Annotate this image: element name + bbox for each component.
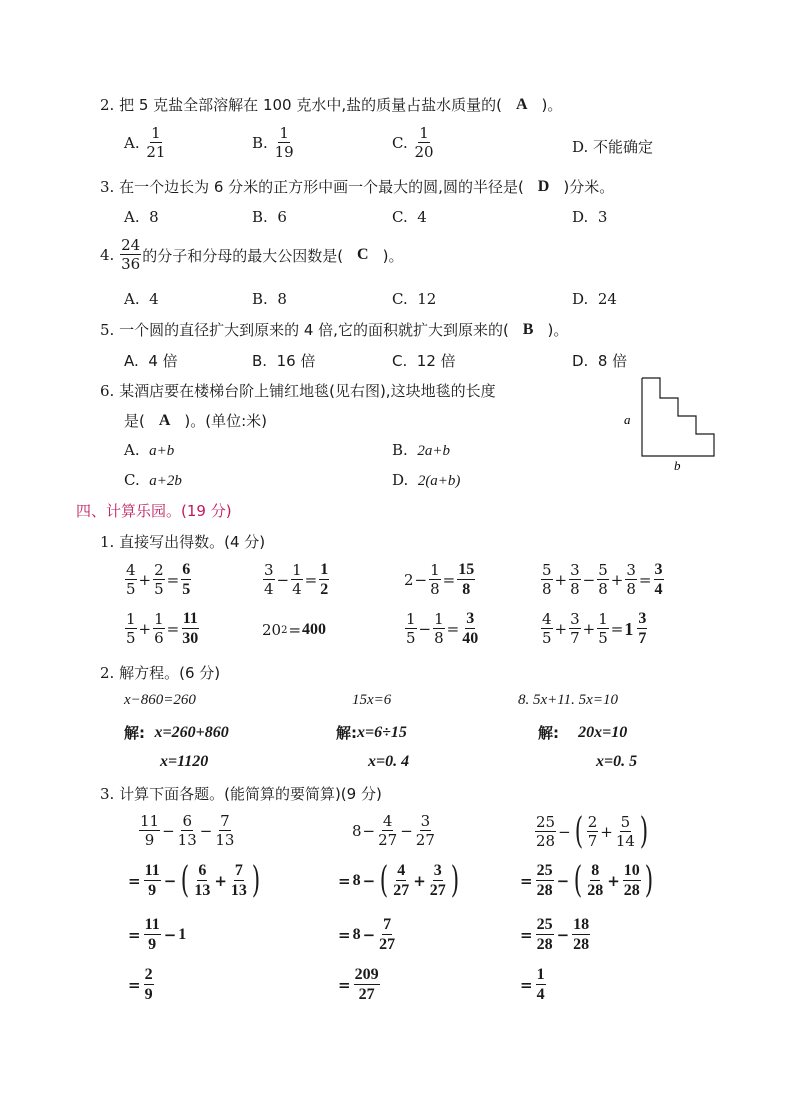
numerator: 6 (182, 812, 192, 830)
section-title: 四、计算乐园。(19 分) (76, 502, 232, 520)
option-text: 4 (149, 290, 159, 308)
denominator: 4 (292, 580, 302, 598)
numerator: 4 (397, 862, 406, 879)
question-number: 3. (100, 177, 115, 196)
expression-step: = $\frac{25}{28}$ − $\frac{18}{28}$ (520, 916, 590, 953)
numerator: 1 (406, 610, 416, 628)
operand: 8 (352, 822, 362, 840)
calc-item: $\frac{3}{4}$ − $\frac{1}{4}$ = $\frac{1}{2}$ (264, 561, 329, 598)
question-text-end: )。 (382, 246, 404, 265)
question-text-end: )。 (547, 321, 569, 339)
part-3-title (100, 783, 382, 804)
denominator: 27 (378, 831, 398, 849)
option-text: 12 (417, 290, 437, 308)
numerator: 1 (434, 610, 444, 628)
fraction (144, 863, 161, 899)
fraction (153, 563, 165, 597)
option-b (252, 126, 296, 160)
solution-step (124, 722, 229, 743)
equation: x−860=260 (124, 692, 196, 708)
part-number: 3. (100, 784, 115, 803)
right-paren: ) (644, 860, 654, 901)
answer-fraction (319, 562, 329, 598)
option-text: a+b (149, 443, 175, 459)
option-b (252, 350, 315, 371)
denominator: 40 (462, 630, 479, 647)
denominator: 4 (536, 986, 545, 1003)
question-text-end: )。(单位:米) (184, 412, 268, 430)
numerator: 25 (536, 916, 553, 933)
part-title: 解方程。(6 分) (119, 664, 221, 682)
numerator: 7 (220, 812, 230, 830)
label-b: b (674, 458, 681, 473)
numerator: 1 (320, 561, 329, 578)
question-text: 的分子和分母的最大公因数是( (142, 246, 344, 265)
option-a (124, 208, 159, 226)
option-a (124, 290, 159, 308)
fraction (587, 815, 599, 849)
solution-text: 20x=10 (578, 723, 628, 741)
question-number: 4. (100, 246, 115, 264)
fraction (615, 815, 636, 849)
answer: C (357, 246, 369, 263)
fraction (429, 563, 441, 597)
fraction (625, 563, 637, 597)
answer-fraction (181, 562, 191, 598)
numerator: 4 (126, 561, 136, 579)
denominator: 4 (654, 581, 663, 598)
denominator: 21 (146, 143, 166, 161)
fraction (214, 814, 235, 848)
numerator: 1 (430, 561, 440, 579)
option-label: D. (572, 208, 589, 226)
denominator: 28 (587, 882, 604, 899)
question-text: 把 5 克盐全部溶解在 100 克水中,盐的质量占盐水质量的( (119, 96, 502, 114)
denominator: 5 (406, 629, 416, 647)
option-b (392, 441, 450, 460)
right-paren: ) (251, 860, 261, 901)
denominator: 27 (379, 936, 396, 953)
question-number: 2. (100, 95, 115, 114)
numerator: 3 (466, 610, 475, 627)
solution-result: x=1120 (160, 753, 209, 770)
option-label: D. (572, 290, 589, 308)
answer: D (537, 177, 550, 195)
denominator: 36 (121, 255, 141, 273)
option-text: 8 (277, 290, 287, 308)
answer-whole: 1 (624, 618, 634, 639)
denominator: 5 (598, 629, 608, 647)
option-label: D. (572, 137, 589, 156)
fraction (377, 814, 398, 848)
denominator: 28 (573, 936, 590, 953)
option-d (392, 471, 460, 490)
question-text: 某酒店要在楼梯台阶上铺红地毯(见右图),这块地毯的长度 (119, 382, 496, 400)
fraction (623, 863, 641, 899)
calc-item: $\frac{1}{5}$ − $\frac{1}{8}$ = $\frac{3}{40}$ (406, 610, 479, 647)
denominator: 5 (154, 580, 164, 598)
denominator: 13 (194, 882, 211, 899)
option-c (392, 350, 456, 371)
option-label: C. (392, 290, 408, 308)
answer-fraction (144, 967, 154, 1003)
fraction (541, 563, 553, 597)
fraction (378, 917, 396, 953)
operand: 8 (352, 926, 361, 943)
denominator: 13 (230, 882, 247, 899)
numerator: 5 (620, 813, 631, 831)
solution-step (538, 722, 627, 743)
solution-result: x=0. 4 (368, 753, 410, 770)
left-paren: ( (379, 860, 389, 901)
fraction (597, 612, 609, 646)
fraction (392, 863, 410, 899)
answer-fraction (181, 611, 199, 647)
solution-text: x=6÷15 (357, 723, 407, 741)
answer: B (522, 320, 534, 338)
denominator: 5 (542, 629, 552, 647)
staircase-figure (618, 372, 728, 476)
right-paren: ) (450, 860, 460, 901)
denominator: 9 (148, 936, 157, 953)
calc-item: $\frac{5}{8}$ + $\frac{3}{8}$ − $\frac{5}{8}$ + $\frac{3}{8}$ = $\frac{3}{4}$ (542, 561, 663, 598)
answer: A (158, 411, 171, 429)
expression-step: = 8 − ( $\frac{4}{27}$ + $\frac{3}{27}$ ) (338, 860, 460, 901)
numerator: 11 (140, 812, 160, 830)
denominator: 28 (623, 882, 640, 899)
option-text: 24 (597, 290, 617, 308)
numerator: 10 (623, 862, 640, 879)
answer-fraction (457, 562, 475, 598)
numerator: 1 (292, 561, 302, 579)
left-paren: ( (574, 811, 583, 852)
numerator: 11 (144, 916, 160, 933)
denominator: 13 (215, 831, 235, 849)
answer: 400 (302, 621, 327, 638)
denominator: 13 (177, 831, 197, 849)
fraction (405, 612, 417, 646)
numerator: 7 (383, 916, 392, 933)
denominator: 28 (536, 936, 553, 953)
option-c (124, 471, 182, 490)
question-text: 一个圆的直径扩大到原来的 4 倍,它的面积就扩大到原来的( (119, 321, 509, 339)
fraction (536, 917, 554, 953)
numerator: 3 (654, 561, 663, 578)
solution-result: x=0. 5 (596, 753, 638, 770)
denominator: 9 (144, 986, 153, 1003)
option-d (572, 136, 653, 157)
fraction (120, 238, 141, 272)
option-label: C. (392, 352, 408, 370)
option-text: 3 (597, 208, 608, 226)
question-4 (100, 238, 403, 272)
option-a (124, 126, 167, 160)
option-label: A. (124, 134, 140, 152)
fraction (535, 815, 556, 849)
numerator: 3 (264, 561, 274, 579)
option-b (252, 208, 287, 226)
numerator: 18 (573, 916, 590, 933)
fraction (536, 863, 554, 899)
option-text: 4 倍 (148, 352, 178, 370)
solution-label: 解: (538, 724, 559, 742)
expression-result: = $\frac{2}{9}$ (128, 966, 153, 1003)
denominator: 28 (536, 832, 556, 850)
fraction (429, 863, 447, 899)
answer-fraction (536, 967, 546, 1003)
answer-fraction (637, 611, 647, 647)
option-label: D. (572, 352, 589, 370)
equation: 15x=6 (352, 692, 392, 708)
denominator: 8 (542, 580, 552, 598)
numerator: 6 (198, 862, 207, 879)
option-c (392, 208, 427, 226)
option-label: B. (252, 134, 268, 152)
fraction (433, 612, 445, 646)
numerator: 3 (420, 812, 431, 830)
denominator: 5 (182, 581, 191, 598)
numerator: 6 (182, 561, 191, 578)
calc-item: 20 2 = 400 (262, 621, 327, 639)
question-5 (100, 319, 568, 340)
fraction (569, 612, 581, 646)
numerator: 1 (598, 610, 608, 628)
numerator: 1 (126, 610, 136, 628)
answer-fraction (461, 611, 479, 647)
part-title: 直接写出得数。(4 分) (119, 533, 266, 551)
denominator: 2 (320, 581, 329, 598)
calc-item: $\frac{4}{5}$ + $\frac{2}{5}$ = $\frac{6}{5}$ (126, 561, 191, 598)
numerator: 3 (570, 610, 580, 628)
expression-step: = $\frac{11}{9}$ − ( $\frac{6}{13}$ + $\frac{7}{13}$ ) (128, 860, 261, 901)
denominator: 20 (414, 143, 434, 161)
question-text: 是( (124, 412, 145, 430)
option-text: 8 倍 (597, 352, 628, 370)
denominator: 27 (429, 882, 446, 899)
numerator: 3 (626, 561, 636, 579)
numerator: 8 (591, 862, 600, 879)
fraction (230, 863, 248, 899)
numerator: 2 (587, 813, 598, 831)
denominator: 27 (415, 831, 435, 849)
fraction (177, 814, 198, 848)
operand: 1 (178, 926, 187, 943)
numerator: 4 (382, 812, 393, 830)
fraction (572, 917, 590, 953)
numerator: 2 (154, 561, 164, 579)
question-text: 在一个边长为 6 分米的正方形中画一个最大的圆,圆的半径是( (119, 178, 524, 196)
operand: 2 (404, 571, 414, 589)
exponent: 2 (281, 624, 288, 636)
expression-step: = 8 − $\frac{7}{27}$ (338, 916, 396, 953)
denominator: 8 (626, 580, 636, 598)
label-a: a (624, 412, 631, 427)
solution-text: x=260+860 (154, 723, 229, 741)
option-text: 4 (417, 208, 427, 226)
option-c (392, 126, 436, 160)
left-paren: ( (573, 860, 583, 901)
option-text: 2a+b (417, 443, 450, 459)
part-number: 2. (100, 663, 115, 682)
question-number: 6. (100, 381, 115, 400)
fraction (274, 126, 295, 160)
denominator: 28 (536, 882, 553, 899)
question-text-end: )分米。 (563, 178, 615, 196)
question-text-end: )。 (541, 96, 563, 114)
option-label: B. (252, 352, 268, 370)
numerator: 1 (279, 124, 289, 142)
solution-label: 解: (124, 724, 145, 742)
part-number: 1. (100, 532, 115, 551)
calc-item: $\frac{1}{5}$ + $\frac{1}{6}$ = $\frac{11}{30}$ (126, 610, 199, 647)
option-d (572, 290, 617, 308)
option-a (124, 350, 178, 371)
option-label: C. (392, 208, 408, 226)
numerator: 1 (536, 966, 545, 983)
operand: 8 (352, 872, 361, 889)
left-paren: ( (181, 860, 190, 901)
option-label: C. (124, 471, 140, 489)
option-label: B. (392, 441, 408, 459)
question-number: 5. (100, 320, 115, 339)
numerator: 3 (638, 610, 647, 627)
numerator: 25 (536, 862, 553, 879)
option-label: A. (124, 208, 140, 226)
fraction (125, 563, 137, 597)
option-text: 12 倍 (416, 352, 456, 370)
fraction (193, 863, 211, 899)
option-label: D. (392, 471, 409, 489)
question-2 (100, 94, 562, 115)
fraction (541, 612, 553, 646)
expression: 8 − $\frac{4}{27}$ − $\frac{3}{27}$ (352, 812, 435, 849)
answer: A (515, 95, 528, 113)
denominator: 14 (615, 832, 635, 850)
numerator: 209 (354, 966, 379, 983)
fraction (291, 563, 303, 597)
calc-item: 2 − $\frac{1}{8}$ = $\frac{15}{8}$ (404, 561, 475, 598)
denominator: 5 (126, 580, 136, 598)
option-d (572, 350, 627, 371)
numerator: 2 (144, 966, 153, 983)
expression-step: = $\frac{11}{9}$ − 1 (128, 916, 187, 953)
part-title: 计算下面各题。(能简算的要简算)(9 分) (119, 785, 382, 803)
fraction (415, 814, 436, 848)
option-label: B. (252, 208, 268, 226)
answer-fraction (654, 562, 664, 598)
option-label: B. (252, 290, 268, 308)
fraction (125, 612, 137, 646)
base: 20 (262, 621, 282, 639)
numerator: 3 (433, 862, 442, 879)
denominator: 6 (154, 629, 164, 647)
question-6 (100, 380, 496, 401)
solution-label: 解: (336, 724, 357, 742)
denominator: 27 (393, 882, 410, 899)
denominator: 19 (274, 143, 294, 161)
question-3 (100, 176, 614, 197)
option-label: A. (124, 441, 140, 459)
fraction (153, 612, 165, 646)
fraction (145, 126, 166, 160)
denominator: 8 (598, 580, 608, 598)
solution-step (336, 722, 407, 743)
fraction (597, 563, 609, 597)
numerator: 11 (144, 862, 160, 879)
right-paren: ) (639, 811, 649, 852)
expression-result: = $\frac{1}{4}$ (520, 966, 545, 1003)
denominator: 27 (358, 986, 375, 1003)
numerator: 25 (536, 813, 556, 831)
denominator: 5 (126, 629, 136, 647)
numerator: 7 (234, 862, 243, 879)
expression: $\frac{25}{28}$ − ( $\frac{2}{7}$ + $\frac{5}{14}$ ) (536, 811, 649, 852)
fraction (569, 563, 581, 597)
denominator: 30 (182, 630, 199, 647)
numerator: 5 (542, 561, 552, 579)
numerator: 11 (182, 610, 198, 627)
answer-fraction (354, 967, 380, 1003)
expression-step: = $\frac{25}{28}$ − ( $\frac{8}{28}$ + $\frac{10}{28}$ ) (520, 860, 654, 901)
option-b (252, 290, 287, 308)
calc-item: $\frac{4}{5}$ + $\frac{3}{7}$ + $\frac{1}{5}$ = 1 $\frac{3}{7}$ (542, 610, 647, 647)
denominator: 8 (430, 580, 440, 598)
option-text: 2(a+b) (417, 473, 461, 489)
numerator: 1 (154, 610, 164, 628)
numerator: 15 (458, 561, 475, 578)
option-text: 8 (149, 208, 159, 226)
denominator: 9 (148, 882, 157, 899)
numerator: 1 (419, 124, 429, 142)
denominator: 8 (570, 580, 580, 598)
denominator: 8 (462, 581, 471, 598)
fraction (144, 917, 161, 953)
denominator: 9 (144, 831, 155, 849)
option-c (392, 290, 436, 308)
numerator: 24 (121, 236, 141, 254)
denominator: 4 (264, 580, 274, 598)
expression: $\frac{11}{9}$ − $\frac{6}{13}$ − $\frac{7}{13}$ (140, 812, 235, 849)
option-label: A. (124, 290, 140, 308)
fraction (263, 563, 275, 597)
expression-result: = $\frac{209}{27}$ (338, 966, 379, 1003)
option-text: a+2b (149, 473, 182, 489)
option-text: 不能确定 (593, 138, 654, 156)
numerator: 1 (151, 124, 161, 142)
option-a (124, 441, 174, 460)
part-1-title (100, 531, 265, 552)
denominator: 7 (587, 832, 598, 850)
question-6-line2 (124, 410, 267, 431)
part-2-title (100, 662, 220, 683)
option-d (572, 208, 607, 226)
denominator: 7 (638, 630, 647, 647)
option-text: 16 倍 (276, 352, 316, 370)
numerator: 5 (598, 561, 608, 579)
denominator: 7 (570, 629, 580, 647)
denominator: 8 (434, 629, 444, 647)
option-text: 6 (277, 208, 287, 226)
fraction (414, 126, 435, 160)
numerator: 4 (542, 610, 552, 628)
option-label: C. (392, 134, 408, 152)
numerator: 3 (570, 561, 580, 579)
fraction (586, 863, 604, 899)
option-label: A. (124, 352, 139, 370)
fraction (139, 814, 160, 848)
equation: 8. 5x+11. 5x=10 (518, 692, 618, 708)
